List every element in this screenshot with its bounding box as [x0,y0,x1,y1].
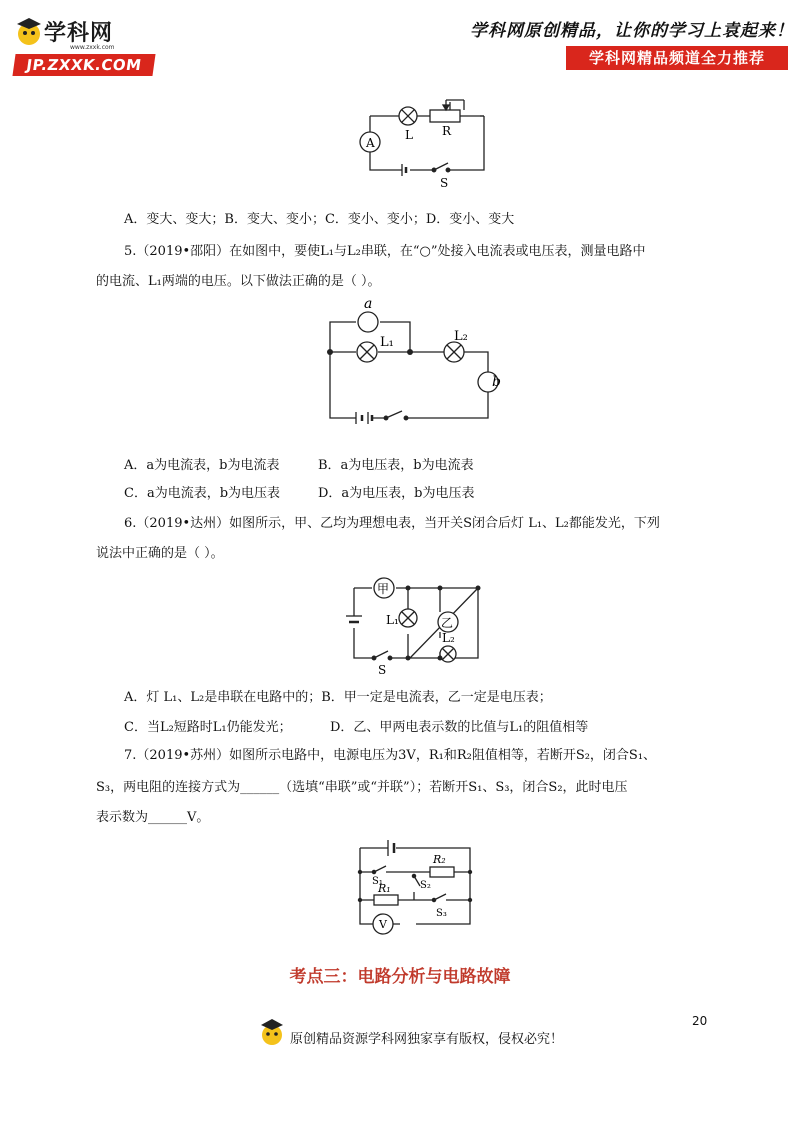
q4-switch-label: S [440,176,449,190]
q7-R1-label: R₁ [378,882,391,895]
page-number: 20 [692,1014,708,1028]
q6-switch-label: S [378,663,387,677]
q6-L2-label: L₂ [442,631,455,645]
q5-option-a: A．a为电流表，b为电流表 [124,458,280,473]
site-logo [14,16,164,78]
q7-stem-line2: S₃，两电阻的连接方式为______（选填“串联”或“并联”）；若断开S₁、S₃，闭合S₂，此时电压 [96,780,628,795]
q4-lamp-label: L [405,128,413,142]
q5-option-c: C．a为电流表，b为电压表 [124,486,281,501]
footer-copyright: 原创精品资源学科网独家享有版权，侵权必究！ [290,1032,564,1047]
q7-stem-line3: 表示数为______V。 [96,810,210,825]
logo-brand: 学科网 [44,21,114,46]
q7-voltmeter-label: V [379,918,387,931]
logo-url-banner: JP.ZXXK.COM [12,54,155,76]
q6-circuit-figure [344,572,484,678]
q7-stem-line1: 7.（2019•苏州）如图所示电路中，电源电压为3V，R₁和R₂阻值相等，若断开S₂，闭合S₁、 [124,748,657,763]
q7-S3-label: S₃ [436,908,447,919]
q5-stem-line2: 的电流、L₁两端的电压。以下做法正确的是（ ）。 [96,274,381,289]
q5-circuit-figure [326,296,501,426]
q4-ammeter-label: A [366,136,375,150]
q5-meter-a-label: a [364,296,373,312]
q4-circuit-figure [350,94,490,190]
q6-option-d: D．乙、甲两电表示数的比值与L₁的阻值相等 [330,720,589,735]
q6-stem-line1: 6.（2019•达州）如图所示，甲、乙均为理想电表，当开关S闭合后灯 L₁、L₂都能发光，下列 [124,516,660,531]
mascot-icon [14,16,44,52]
q7-S2-label: S₂ [420,880,431,891]
q7-circuit-figure [350,834,490,936]
q5-L1-label: L₁ [380,335,394,350]
q5-stem-line1: 5.（2019•邵阳）在如图中，要使L₁与L₂串联，在“○”处接入电流表或电压表，测量电路中 [124,244,646,259]
q7-R2-label: R₂ [433,853,446,866]
q5-option-d: D．a为电压表，b为电压表 [318,486,475,501]
q6-meter-jia-label: 甲 [377,582,390,596]
q5-meter-b-label: b [492,374,501,390]
footer-mascot-icon [258,1016,286,1050]
q6-meter-yi-label: 乙 [441,616,454,630]
q4-options: A．变大、变大；B．变大、变小；C．变小、变小；D．变小、变大 [124,212,515,227]
q6-option-c: C．当L₂短路时L₁仍能发光； [124,720,292,735]
header-slogan: 学科网原创精品，让你的学习上袁起来！ [470,21,794,41]
q5-option-b: B．a为电压表，b为电流表 [318,458,474,473]
q6-stem-line2: 说法中正确的是（ ）。 [96,546,224,561]
q6-L1-label: L₁ [386,613,399,627]
q4-resistor-label: R [442,124,452,138]
q7-S1-label: S₁ [372,876,383,887]
header-banner: 学科网精品频道全力推荐 [566,46,788,70]
q6-option-ab: A．灯 L₁、L₂是串联在电路中的；B．甲一定是电流表，乙一定是电压表； [124,690,552,705]
logo-subtext: www.zxxk.com [70,44,115,51]
section-title: 考点三：电路分析与电路故障 [289,967,511,987]
q5-L2-label: L₂ [454,329,468,344]
